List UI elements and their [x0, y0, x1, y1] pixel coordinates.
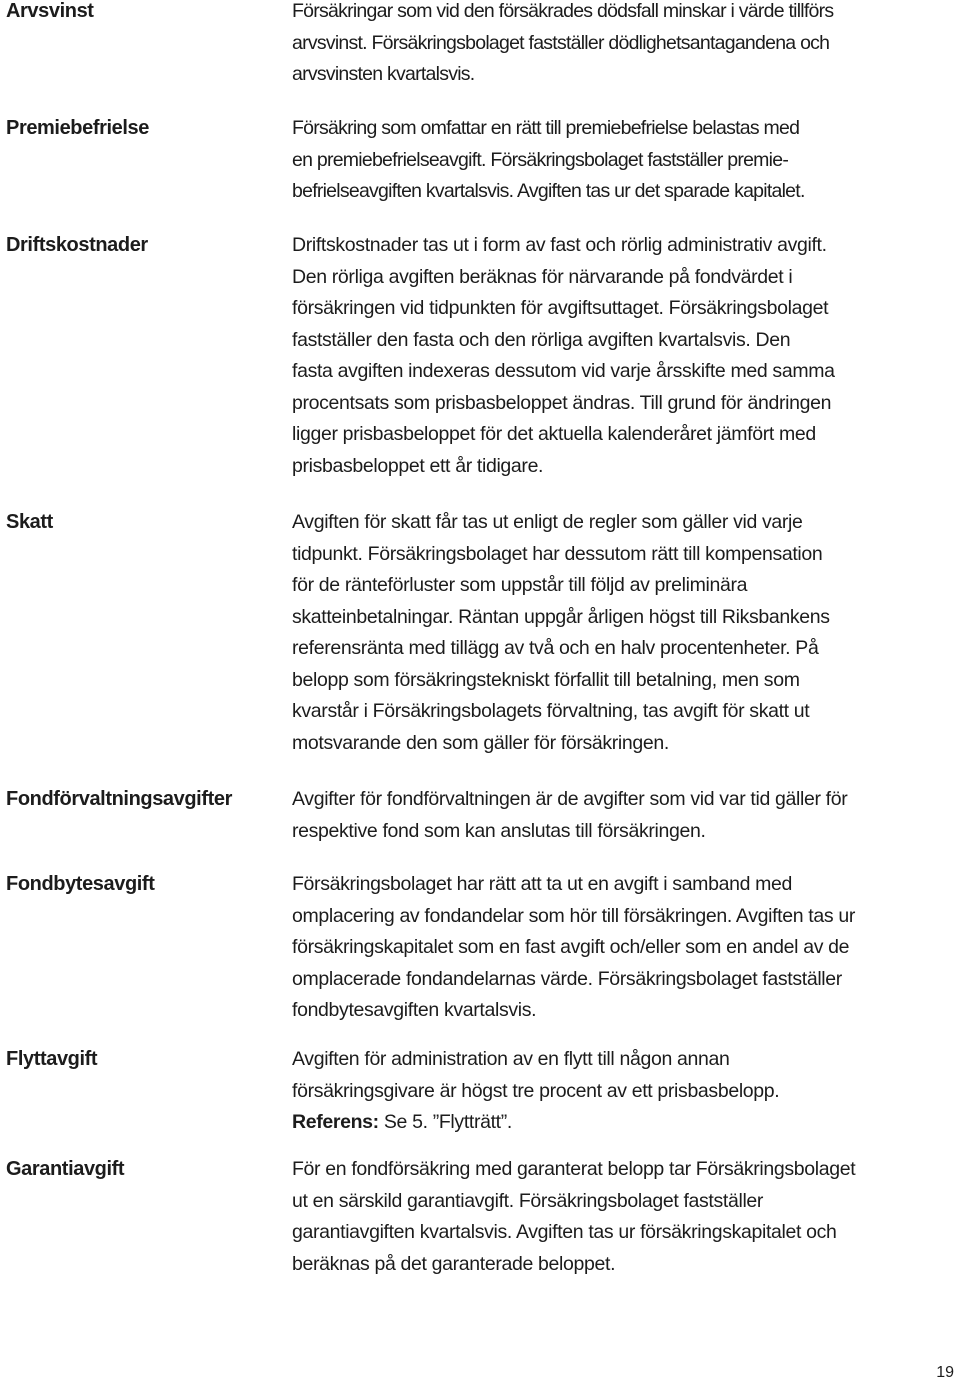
body-line: omplacering av fondandelar som hör till försäkringen. Avgiften tas ur [292, 904, 855, 927]
body-line: för de ränteförluster som uppstår till följd av preliminära [292, 574, 748, 596]
body-line: fasta avgiften indexeras dessutom vid varje årsskifte med samma [292, 360, 835, 382]
body-line: omplacerade fondandelarnas värde. Försäkringsbolaget fastställer [292, 967, 842, 990]
section-body [292, 869, 954, 1027]
section-term: Skatt [6, 511, 53, 533]
body-line: befrielseavgiften kvartalsvis. Avgiften tas ur det sparade kapitalet. [292, 180, 805, 202]
body-line: försäkringskapitalet som en fast avgift och/eller som en andel av de [292, 936, 850, 958]
section-body [292, 507, 954, 759]
body-line: Driftskostnader tas ut i form av fast och rörlig administrativ avgift. [292, 234, 827, 256]
body-line: beräknas på det garanterade beloppet. [292, 1252, 616, 1275]
body-line: garantiavgiften kvartalsvis. Avgiften tas ur försäkringskapitalet och [292, 1221, 837, 1243]
body-line: För en fondförsäkring med garanterat belopp tar Försäkringsbolaget [292, 1158, 856, 1180]
section-term: Driftskostnader [6, 234, 148, 256]
body-line: tidpunkt. Försäkringsbolaget har dessutom rätt till kompensation [292, 542, 823, 565]
body-line: prisbasbeloppet ett år tidigare. [292, 454, 544, 477]
body-line: Den rörliga avgiften beräknas för närvarande på fondvärdet i [292, 265, 793, 288]
body-line: fondbytesavgiften kvartalsvis. [292, 999, 537, 1021]
body-line: skatteinbetalningar. Räntan uppgår årligen högst till Riksbankens [292, 605, 830, 628]
reference-line [292, 1107, 954, 1139]
body-line: en premiebefrielseavgift. Försäkringsbolaget fastställer premie- [292, 148, 789, 171]
body-line: Försäkring som omfattar en rätt till premiebefrielse belastas med [292, 117, 800, 139]
section-term: Premiebefrielse [6, 117, 149, 139]
body-line: försäkringen vid tidpunkten för avgiftsuttaget. Försäkringsbolaget [292, 297, 829, 319]
body-line: Avgiften för administration av en flytt till någon annan [292, 1048, 730, 1070]
section-body [292, 1044, 954, 1139]
body-line: arvsvinsten kvartalsvis. [292, 63, 475, 85]
body-line: ut en särskild garantiavgift. Försäkringsbolaget fastställer [292, 1189, 764, 1212]
body-line: referensränta med tillägg av två och en halv procentenheter. På [292, 637, 819, 659]
body-line: ligger prisbasbeloppet för det aktuella kalenderåret jämfört med [292, 423, 816, 445]
section-term: Arvsvinst [6, 0, 94, 22]
body-line: Avgifter för fondförvaltningen är de avgifter som vid var tid gäller för [292, 788, 848, 810]
section-body [292, 1154, 954, 1280]
section-term: Fondförvaltningsavgifter [6, 788, 232, 810]
section-body [292, 230, 954, 482]
body-line: arvsvinst. Försäkringsbolaget fastställer dödlighetsantagandena och [292, 31, 830, 54]
body-line: motsvarande den som gäller för försäkringen. [292, 731, 669, 754]
reference-text: Se 5. ”Flytträtt”. [378, 1111, 512, 1133]
section-body [292, 784, 954, 847]
section-body [292, 0, 954, 91]
body-line: Avgiften för skatt får tas ut enligt de regler som gäller vid varje [292, 511, 803, 533]
body-line: kvarstår i Försäkringsbolagets förvaltning, tas avgift för skatt ut [292, 700, 810, 722]
body-line: försäkringsgivare är högst tre procent av ett prisbasbelopp. [292, 1079, 780, 1102]
section-body [292, 113, 954, 208]
body-line: respektive fond som kan anslutas till försäkringen. [292, 819, 706, 842]
body-line: belopp som försäkringstekniskt förfallit till betalning, men som [292, 668, 800, 691]
section-term: Fondbytesavgift [6, 873, 155, 895]
section-term: Garantiavgift [6, 1158, 125, 1180]
page-number: 19 [936, 1364, 954, 1381]
body-line: fastställer den fasta och den rörliga avgiften kvartalsvis. Den [292, 328, 791, 351]
reference-label: Referens: [292, 1111, 379, 1133]
body-line: Försäkringsbolaget har rätt att ta ut en avgift i samband med [292, 873, 793, 895]
body-line: Försäkringar som vid den försäkrades dödsfall minskar i värde tillförs [292, 0, 834, 22]
section-term: Flyttavgift [6, 1048, 98, 1070]
body-line: procentsats som prisbasbeloppet ändras. Till grund för ändringen [292, 391, 832, 414]
